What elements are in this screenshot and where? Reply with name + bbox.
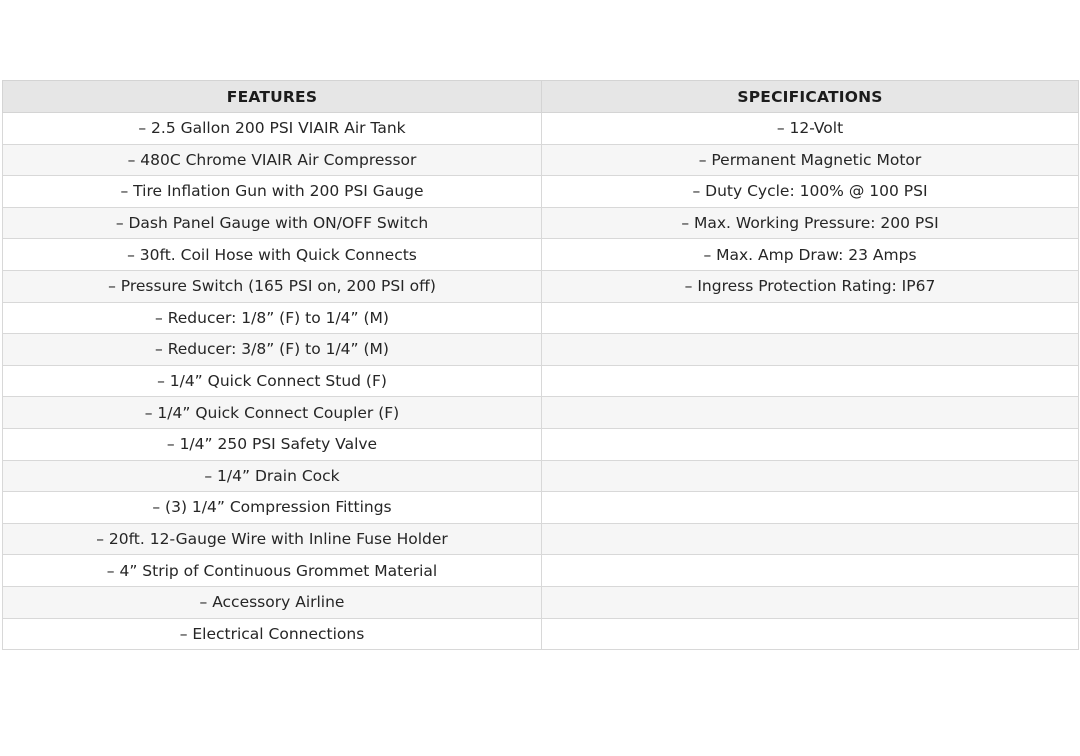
features-header: FEATURES [3,81,542,113]
table-row [3,618,1079,650]
table-row [3,302,1079,334]
table-row [3,555,1079,587]
feature-cell: – 2.5 Gallon 200 PSI VIAIR Air Tank [3,113,542,145]
feature-cell: – Reducer: 1/8” (F) to 1/4” (M) [3,302,542,334]
specification-cell [542,365,1079,397]
specification-cell [542,523,1079,555]
table-row [3,492,1079,524]
specification-cell: – 12-Volt [542,113,1079,145]
specification-cell: – Max. Working Pressure: 200 PSI [542,207,1079,239]
table-row [3,176,1079,208]
table-row [3,334,1079,366]
specification-cell [542,492,1079,524]
specification-cell [542,334,1079,366]
table-row [3,428,1079,460]
feature-cell: – 1/4” Drain Cock [3,460,542,492]
feature-cell: – Accessory Airline [3,586,542,618]
feature-cell: – Electrical Connections [3,618,542,650]
specification-cell [542,302,1079,334]
table-row [3,113,1079,145]
feature-cell: – Reducer: 3/8” (F) to 1/4” (M) [3,334,542,366]
table-row [3,460,1079,492]
table-row [3,207,1079,239]
feature-cell: – 30ft. Coil Hose with Quick Connects [3,239,542,271]
specification-cell [542,428,1079,460]
specification-cell [542,397,1079,429]
feature-cell: – Dash Panel Gauge with ON/OFF Switch [3,207,542,239]
feature-cell: – 4” Strip of Continuous Grommet Material [3,555,542,587]
specifications-header: SPECIFICATIONS [542,81,1079,113]
table-row [3,239,1079,271]
specification-cell [542,586,1079,618]
features-specifications-table [2,80,1079,650]
specification-cell [542,555,1079,587]
table-header-row [3,81,1079,113]
specification-cell: – Ingress Protection Rating: IP67 [542,270,1079,302]
table-row [3,397,1079,429]
feature-cell: – 20ft. 12-Gauge Wire with Inline Fuse Holder [3,523,542,555]
feature-cell: – Tire Inflation Gun with 200 PSI Gauge [3,176,542,208]
specification-cell [542,460,1079,492]
feature-cell: – 1/4” Quick Connect Stud (F) [3,365,542,397]
table-body [3,113,1079,650]
specification-cell: – Permanent Magnetic Motor [542,144,1079,176]
specification-cell [542,618,1079,650]
feature-cell: – (3) 1/4” Compression Fittings [3,492,542,524]
table-row [3,270,1079,302]
table-row [3,144,1079,176]
table-row [3,586,1079,618]
table-row [3,365,1079,397]
feature-cell: – 480C Chrome VIAIR Air Compressor [3,144,542,176]
specification-cell: – Duty Cycle: 100% @ 100 PSI [542,176,1079,208]
feature-cell: – 1/4” Quick Connect Coupler (F) [3,397,542,429]
feature-cell: – Pressure Switch (165 PSI on, 200 PSI off) [3,270,542,302]
feature-cell: – 1/4” 250 PSI Safety Valve [3,428,542,460]
table-row [3,523,1079,555]
specification-cell: – Max. Amp Draw: 23 Amps [542,239,1079,271]
